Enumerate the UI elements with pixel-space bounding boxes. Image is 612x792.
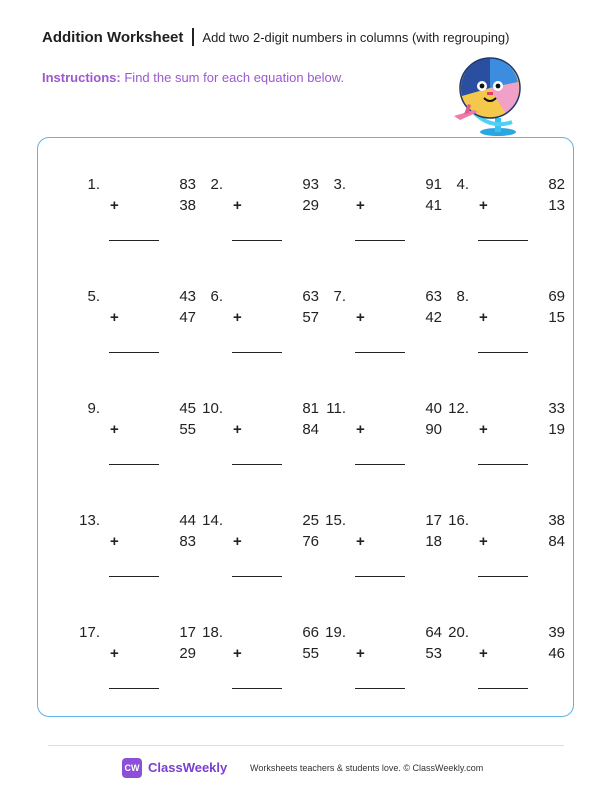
plus-sign: + bbox=[479, 309, 488, 326]
bottom-addend: 18 bbox=[425, 533, 442, 550]
bottom-addend: 55 bbox=[179, 421, 196, 438]
plus-sign: + bbox=[110, 197, 119, 214]
answer-line[interactable] bbox=[232, 352, 282, 353]
problems-panel bbox=[37, 137, 574, 717]
plus-sign: + bbox=[356, 197, 365, 214]
bottom-addend: 41 bbox=[425, 197, 442, 214]
top-addend: 38 bbox=[548, 512, 565, 529]
top-addend: 63 bbox=[302, 288, 319, 305]
addition-problem bbox=[79, 624, 199, 704]
addition-problem bbox=[79, 400, 199, 480]
top-addend: 33 bbox=[548, 400, 565, 417]
answer-line[interactable] bbox=[478, 352, 528, 353]
top-addend: 82 bbox=[548, 176, 565, 193]
addition-problem bbox=[325, 624, 445, 704]
plus-sign: + bbox=[233, 645, 242, 662]
problem-number: 17. bbox=[79, 624, 100, 641]
worksheet-header bbox=[42, 28, 510, 46]
answer-line[interactable] bbox=[109, 464, 159, 465]
bottom-addend: 42 bbox=[425, 309, 442, 326]
answer-line[interactable] bbox=[109, 240, 159, 241]
top-addend: 93 bbox=[302, 176, 319, 193]
worksheet-subtitle: Add two 2-digit numbers in columns (with regrouping) bbox=[202, 29, 510, 45]
top-addend: 91 bbox=[425, 176, 442, 193]
plus-sign: + bbox=[233, 309, 242, 326]
top-addend: 69 bbox=[548, 288, 565, 305]
answer-line[interactable] bbox=[109, 576, 159, 577]
top-addend: 83 bbox=[179, 176, 196, 193]
top-addend: 17 bbox=[179, 624, 196, 641]
problem-number: 12. bbox=[448, 400, 469, 417]
addition-problem bbox=[79, 288, 199, 368]
problem-number: 9. bbox=[87, 400, 100, 417]
title-separator bbox=[192, 28, 194, 46]
globe-mascot-icon bbox=[452, 52, 530, 138]
problem-number: 11. bbox=[326, 400, 346, 417]
answer-line[interactable] bbox=[232, 688, 282, 689]
footer-divider bbox=[48, 745, 564, 746]
top-addend: 45 bbox=[179, 400, 196, 417]
bottom-addend: 47 bbox=[179, 309, 196, 326]
answer-line[interactable] bbox=[232, 240, 282, 241]
plus-sign: + bbox=[233, 421, 242, 438]
answer-line[interactable] bbox=[355, 464, 405, 465]
addition-problem bbox=[202, 624, 322, 704]
problem-number: 7. bbox=[333, 288, 346, 305]
answer-line[interactable] bbox=[355, 576, 405, 577]
instructions bbox=[42, 70, 344, 85]
plus-sign: + bbox=[356, 645, 365, 662]
addition-problem bbox=[448, 176, 568, 256]
top-addend: 81 bbox=[302, 400, 319, 417]
bottom-addend: 13 bbox=[548, 197, 565, 214]
addition-problem bbox=[448, 288, 568, 368]
problem-number: 6. bbox=[210, 288, 223, 305]
answer-line[interactable] bbox=[109, 688, 159, 689]
top-addend: 64 bbox=[425, 624, 442, 641]
plus-sign: + bbox=[233, 197, 242, 214]
problem-number: 5. bbox=[87, 288, 100, 305]
bottom-addend: 19 bbox=[548, 421, 565, 438]
problem-number: 16. bbox=[448, 512, 469, 529]
answer-line[interactable] bbox=[478, 576, 528, 577]
classweekly-logo: CW bbox=[122, 758, 142, 778]
plus-sign: + bbox=[479, 421, 488, 438]
problem-number: 19. bbox=[325, 624, 346, 641]
addition-problem bbox=[202, 400, 322, 480]
instructions-text: Find the sum for each equation below. bbox=[124, 70, 345, 85]
bottom-addend: 76 bbox=[302, 533, 319, 550]
problem-number: 14. bbox=[202, 512, 223, 529]
problem-number: 18. bbox=[202, 624, 223, 641]
bottom-addend: 29 bbox=[302, 197, 319, 214]
answer-line[interactable] bbox=[355, 240, 405, 241]
answer-line[interactable] bbox=[478, 688, 528, 689]
top-addend: 43 bbox=[179, 288, 196, 305]
top-addend: 63 bbox=[425, 288, 442, 305]
worksheet-title: Addition Worksheet bbox=[42, 28, 184, 46]
answer-line[interactable] bbox=[232, 576, 282, 577]
addition-problem bbox=[448, 624, 568, 704]
bottom-addend: 83 bbox=[179, 533, 196, 550]
problem-number: 2. bbox=[210, 176, 223, 193]
plus-sign: + bbox=[479, 533, 488, 550]
instructions-label: Instructions: bbox=[42, 70, 121, 85]
top-addend: 25 bbox=[302, 512, 319, 529]
plus-sign: + bbox=[479, 645, 488, 662]
problem-number: 3. bbox=[333, 176, 346, 193]
plus-sign: + bbox=[356, 533, 365, 550]
footer bbox=[0, 758, 612, 778]
top-addend: 39 bbox=[548, 624, 565, 641]
addition-problem bbox=[79, 176, 199, 256]
bottom-addend: 46 bbox=[548, 645, 565, 662]
problem-number: 8. bbox=[456, 288, 469, 305]
bottom-addend: 29 bbox=[179, 645, 196, 662]
addition-problem bbox=[202, 176, 322, 256]
addition-problem bbox=[325, 288, 445, 368]
addition-problem bbox=[325, 176, 445, 256]
plus-sign: + bbox=[110, 645, 119, 662]
answer-line[interactable] bbox=[232, 464, 282, 465]
problem-number: 1. bbox=[87, 176, 100, 193]
top-addend: 17 bbox=[425, 512, 442, 529]
bottom-addend: 53 bbox=[425, 645, 442, 662]
plus-sign: + bbox=[110, 421, 119, 438]
brand-name: ClassWeekly bbox=[148, 760, 228, 775]
bottom-addend: 84 bbox=[548, 533, 565, 550]
problem-number: 4. bbox=[456, 176, 469, 193]
bottom-addend: 90 bbox=[425, 421, 442, 438]
answer-line[interactable] bbox=[478, 240, 528, 241]
addition-problem bbox=[202, 512, 322, 592]
problem-number: 10. bbox=[202, 400, 223, 417]
addition-problem bbox=[325, 512, 445, 592]
top-addend: 44 bbox=[179, 512, 196, 529]
bottom-addend: 84 bbox=[302, 421, 319, 438]
plus-sign: + bbox=[356, 309, 365, 326]
top-addend: 66 bbox=[302, 624, 319, 641]
addition-problem bbox=[448, 512, 568, 592]
plus-sign: + bbox=[479, 197, 488, 214]
answer-line[interactable] bbox=[109, 352, 159, 353]
bottom-addend: 55 bbox=[302, 645, 319, 662]
addition-problem bbox=[448, 400, 568, 480]
footer-tagline: Worksheets teachers & students love. © ClassWeekly.com bbox=[250, 763, 484, 773]
top-addend: 40 bbox=[425, 400, 442, 417]
plus-sign: + bbox=[233, 533, 242, 550]
answer-line[interactable] bbox=[355, 352, 405, 353]
answer-line[interactable] bbox=[355, 688, 405, 689]
bottom-addend: 38 bbox=[179, 197, 196, 214]
problem-number: 15. bbox=[325, 512, 346, 529]
addition-problem bbox=[325, 400, 445, 480]
plus-sign: + bbox=[110, 309, 119, 326]
addition-problem bbox=[79, 512, 199, 592]
bottom-addend: 57 bbox=[302, 309, 319, 326]
answer-line[interactable] bbox=[478, 464, 528, 465]
addition-problem bbox=[202, 288, 322, 368]
plus-sign: + bbox=[110, 533, 119, 550]
problem-number: 20. bbox=[448, 624, 469, 641]
problem-number: 13. bbox=[79, 512, 100, 529]
plus-sign: + bbox=[356, 421, 365, 438]
bottom-addend: 15 bbox=[548, 309, 565, 326]
